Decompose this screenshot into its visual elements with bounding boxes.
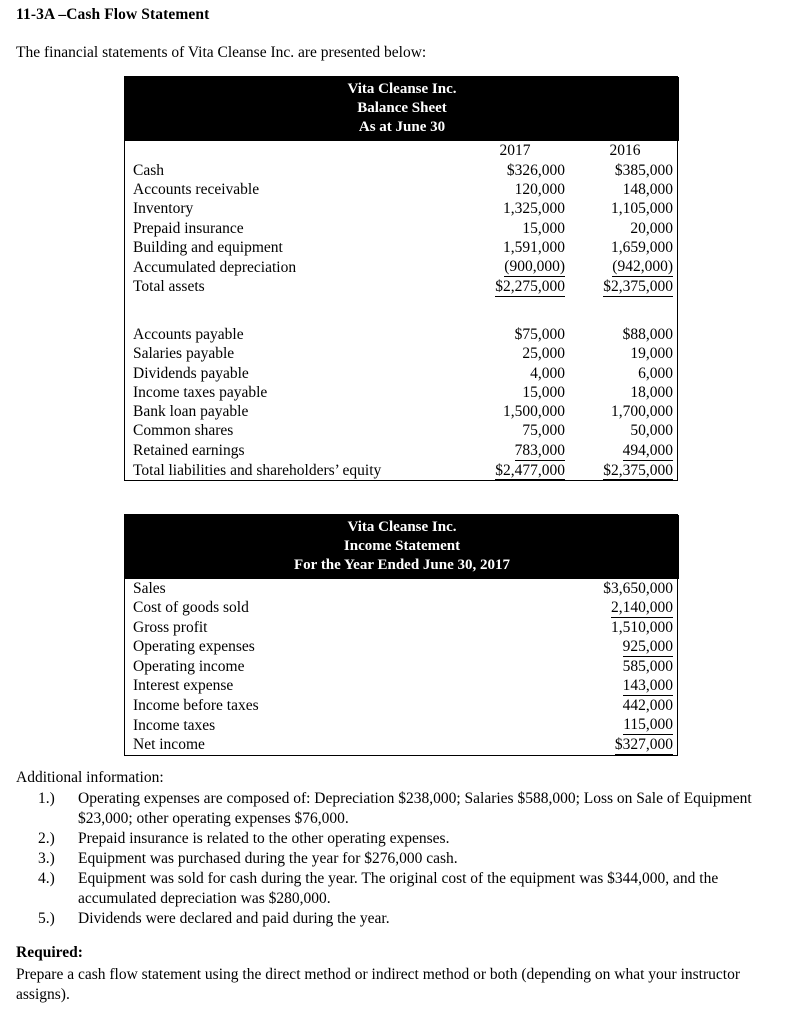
balance-sheet-title-row: [125, 77, 679, 141]
list-item-text: Operating expenses are composed of: Depreciation $238,000; Salaries $588,000; Loss on Sale of Equipment $23,000; other operating expenses $76,000.: [78, 790, 752, 827]
amount-value: $2,375,000: [603, 461, 673, 479]
amount-value: $3,650,000: [603, 579, 674, 597]
amount-value: $75,000: [514, 325, 565, 343]
balance-sheet-header: [125, 77, 679, 141]
row-amount-2017: [459, 383, 571, 402]
row-label: Sales: [133, 579, 166, 597]
required-text: Prepare a cash flow statement using the direct method or indirect method or both (depending on what your instructor assigns).: [16, 966, 740, 1003]
amount-value: 1,659,000: [611, 239, 673, 256]
row-amount-2016: [571, 257, 679, 277]
amount-value: 6,000: [638, 364, 673, 382]
row-amount: [525, 696, 679, 715]
row-label: Net income: [133, 736, 205, 754]
amount-value: 25,000: [522, 345, 565, 363]
row-amount-2017: [459, 199, 571, 218]
row-amount: [525, 735, 679, 755]
table-row: [125, 657, 679, 676]
amount-value: 20,000: [630, 219, 673, 237]
amount-value: 1,700,000: [611, 403, 673, 421]
amount-value: 15,000: [522, 219, 565, 237]
row-label: Accounts receivable: [133, 181, 260, 199]
balance-sheet-liabilities-body: [125, 325, 679, 480]
statement-name: Balance Sheet: [357, 99, 447, 116]
column-header-2017: 2017: [499, 141, 531, 159]
amount-value: 120,000: [514, 181, 565, 199]
row-amount-2017: [459, 180, 571, 199]
income-statement-body: [125, 579, 679, 755]
row-amount-2017: [459, 325, 571, 344]
row-label: Inventory: [133, 200, 194, 218]
table-row: [125, 383, 679, 402]
column-header-blank: [125, 141, 459, 161]
row-amount: [525, 715, 679, 735]
table-row: [125, 238, 679, 257]
amount-value: 1,325,000: [503, 200, 565, 218]
table-row: [125, 715, 679, 735]
income-statement-table: [124, 514, 678, 756]
row-amount-2016: [571, 277, 679, 297]
balance-sheet-spacer-body: [125, 297, 679, 325]
row-amount-2017: [459, 364, 571, 383]
list-item: [16, 829, 786, 849]
list-item: [16, 849, 786, 869]
row-amount-2017: [459, 277, 571, 297]
income-statement-header: [125, 515, 679, 579]
statement-period: As at June 30: [358, 118, 446, 135]
row-label: Operating income: [133, 657, 245, 675]
amount-value: $326,000: [506, 161, 565, 179]
row-label: Common shares: [133, 422, 234, 440]
company-name: Vita Cleanse Inc.: [347, 81, 457, 97]
list-item-text: Equipment was purchased during the year for $276,000 cash.: [78, 849, 458, 867]
column-header-2016: 2016: [609, 141, 641, 159]
row-amount-2016: [571, 325, 679, 344]
page-title: 11-3A –Cash Flow Statement: [16, 6, 210, 23]
table-row: [125, 161, 679, 180]
table-row: [125, 676, 679, 696]
row-label: Accumulated depreciation: [133, 258, 297, 276]
amount-value: 50,000: [630, 422, 673, 440]
row-amount: [525, 637, 679, 657]
table-row: [125, 180, 679, 199]
table-row: [125, 344, 679, 363]
row-label: Cost of goods sold: [133, 599, 249, 617]
table-row: [125, 219, 679, 238]
amount-value: 4,000: [530, 364, 565, 382]
section-spacer-row: [125, 297, 679, 325]
amount-value: 115,000: [623, 716, 674, 734]
amount-value: $2,275,000: [495, 278, 565, 296]
row-amount: [525, 657, 679, 676]
row-amount-2016: [571, 421, 679, 440]
row-amount-2016: [571, 461, 679, 481]
additional-information-list: [16, 789, 786, 929]
spacer-cell: [459, 297, 571, 325]
amount-value: 494,000: [622, 441, 673, 459]
row-label: Income before taxes: [133, 697, 259, 714]
amount-value: 143,000: [622, 677, 674, 695]
row-amount-2017: [459, 441, 571, 461]
row-amount: [525, 676, 679, 696]
row-amount-2016: [571, 344, 679, 363]
amount-value: $385,000: [614, 161, 673, 179]
row-amount: [525, 618, 679, 637]
row-amount-2017: [459, 161, 571, 180]
list-item-marker: 4.): [38, 869, 55, 887]
amount-value: 19,000: [630, 345, 673, 363]
list-item: [16, 789, 786, 829]
row-amount-2016: [571, 364, 679, 383]
row-label: Bank loan payable: [133, 403, 249, 421]
amount-value: $2,375,000: [603, 278, 673, 296]
table-row: [125, 696, 679, 715]
balance-sheet-table: [124, 76, 678, 481]
list-item-text: Equipment was sold for cash during the year. The original cost of the equipment was $344,000, and the accumulated depreciation was $280,000.: [78, 869, 719, 907]
amount-value: 1,105,000: [611, 200, 673, 218]
row-amount-2017: [459, 461, 571, 481]
row-label: Salaries payable: [133, 345, 235, 363]
table-row: [125, 598, 679, 618]
row-label: Retained earnings: [133, 441, 245, 459]
list-item-text: Dividends were declared and paid during the year.: [78, 909, 390, 927]
list-item: [16, 909, 786, 929]
row-label: Total assets: [133, 278, 205, 296]
amount-value: $88,000: [622, 325, 673, 343]
list-item-marker: 2.): [38, 829, 55, 847]
amount-value: $2,477,000: [495, 461, 565, 479]
table-row: [125, 637, 679, 657]
row-amount-2016: [571, 199, 679, 218]
statement-period: For the Year Ended June 30, 2017: [294, 556, 510, 573]
amount-value: $327,000: [614, 736, 674, 754]
amount-value: 1,510,000: [611, 618, 674, 636]
amount-value: (942,000): [612, 258, 673, 276]
list-item-marker: 1.): [38, 790, 55, 807]
amount-value: 783,000: [514, 441, 565, 459]
amount-value: 442,000: [622, 697, 674, 714]
list-item-marker: 3.): [38, 849, 55, 867]
row-amount-2017: [459, 421, 571, 440]
amount-value: 585,000: [622, 657, 674, 675]
spacer-cell: [571, 297, 679, 325]
row-amount-2016: [571, 161, 679, 180]
row-label: Building and equipment: [133, 239, 283, 256]
table-row: [125, 579, 679, 598]
statement-name: Income Statement: [343, 537, 461, 554]
row-label: Cash: [133, 161, 164, 179]
income-statement-title-row: [125, 515, 679, 579]
table-row: [125, 421, 679, 440]
amount-value: 2,140,000: [611, 598, 674, 616]
balance-sheet-assets-body: [125, 161, 679, 297]
table-row: [125, 257, 679, 277]
row-amount-2017: [459, 402, 571, 421]
table-row: [125, 461, 679, 481]
row-label: Dividends payable: [133, 364, 249, 382]
amount-value: 925,000: [622, 638, 674, 656]
row-amount-2016: [571, 219, 679, 238]
list-item: [16, 869, 786, 909]
row-amount-2017: [459, 257, 571, 277]
amount-value: 148,000: [622, 181, 673, 199]
spacer-cell: [125, 297, 459, 325]
table-row: [125, 618, 679, 637]
balance-sheet-column-headers: [125, 141, 679, 161]
row-amount: [525, 579, 679, 598]
row-label: Operating expenses: [133, 638, 255, 656]
row-amount-2016: [571, 383, 679, 402]
list-item-marker: 5.): [38, 909, 55, 927]
row-amount: [525, 598, 679, 618]
amount-value: 15,000: [522, 383, 565, 401]
row-amount-2017: [459, 344, 571, 363]
row-amount-2016: [571, 441, 679, 461]
amount-value: 75,000: [522, 422, 565, 440]
row-label: Income taxes payable: [133, 383, 268, 401]
row-label: Total liabilities and shareholders’ equity: [133, 461, 382, 479]
row-amount-2016: [571, 402, 679, 421]
row-label: Income taxes: [133, 716, 216, 734]
amount-value: 1,500,000: [503, 403, 565, 421]
intro-paragraph: The financial statements of Vita Cleanse Inc. are presented below:: [16, 44, 427, 61]
required-heading: Required:: [16, 944, 83, 961]
table-row: [125, 277, 679, 297]
list-item-text: Prepaid insurance is related to the other operating expenses.: [78, 829, 450, 847]
row-amount-2016: [571, 180, 679, 199]
row-amount-2016: [571, 238, 679, 257]
row-label: Gross profit: [133, 618, 208, 636]
table-row: [125, 364, 679, 383]
row-label: Accounts payable: [133, 325, 244, 343]
table-row: [125, 325, 679, 344]
amount-value: 1,591,000: [503, 239, 565, 256]
row-amount-2017: [459, 219, 571, 238]
row-amount-2017: [459, 238, 571, 257]
row-label: Prepaid insurance: [133, 219, 244, 237]
table-row: [125, 199, 679, 218]
table-row: [125, 441, 679, 461]
amount-value: 18,000: [630, 383, 673, 401]
row-label: Interest expense: [133, 677, 234, 695]
table-row: [125, 735, 679, 755]
company-name: Vita Cleanse Inc.: [347, 519, 457, 535]
amount-value: (900,000): [504, 258, 565, 276]
table-row: [125, 402, 679, 421]
additional-information-heading: Additional information:: [16, 769, 164, 786]
